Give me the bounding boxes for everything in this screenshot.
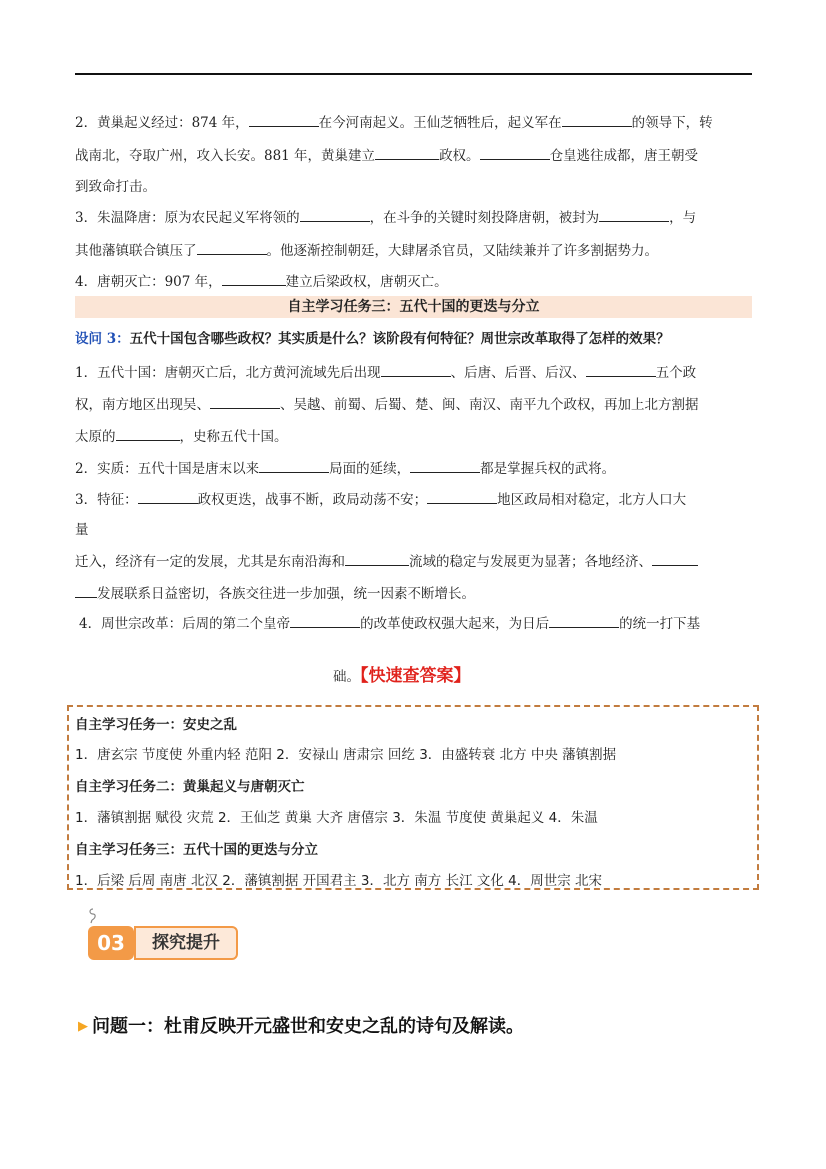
fill-blank[interactable] — [197, 240, 267, 255]
text-line — [75, 458, 755, 479]
text-line — [333, 666, 826, 687]
answer-row: 1．后梁 后周 南唐 北汉 2．藩镇割据 开国君主 3．北方 南方 长江 文化 4．周世宗 北宋 — [75, 873, 603, 889]
fill-blank[interactable] — [599, 207, 669, 222]
question-line — [75, 329, 755, 349]
text: 。他逐渐控制朝廷，大肆屠杀官员，又陆续兼并了许多割据势力。 — [266, 243, 658, 259]
fill-blank[interactable] — [427, 489, 497, 504]
question-text: 问题一：杜甫反映开元盛世和安史之乱的诗句及解读。 — [92, 1016, 524, 1037]
text: 、吴越、前蜀、后蜀、楚、闽、南汉、南平九个政权，再加上北方割据 — [280, 397, 699, 413]
text-line — [75, 520, 755, 540]
text-line — [75, 145, 755, 166]
text: 建立后梁政权，唐朝灭亡。 — [285, 274, 448, 290]
text: 迁入，经济有一定的发展，尤其是东南沿海和 — [75, 554, 345, 570]
fill-blank[interactable] — [75, 583, 97, 598]
fill-blank[interactable] — [116, 426, 180, 441]
answer-heading: 自主学习任务三：五代十国的更迭与分立 — [75, 842, 318, 858]
text: 太原的 — [75, 429, 116, 445]
text-line — [75, 240, 755, 261]
fill-blank[interactable] — [210, 394, 280, 409]
section-label: 探究提升 — [134, 926, 238, 960]
text: 、后唐、后晋、后汉、 — [450, 365, 586, 381]
pin-icon — [86, 908, 100, 924]
question-heading — [78, 1012, 524, 1038]
text-line — [79, 613, 759, 634]
text-line — [75, 112, 755, 133]
text: 局面的延续， — [329, 461, 411, 477]
text: 仓皇逃往成都，唐王朝受 — [549, 148, 699, 164]
text: 地区政局相对稳定，北方人口大 — [497, 492, 687, 508]
text: ，史称五代十国。 — [179, 429, 288, 445]
triangle-icon: ▶ — [78, 1019, 88, 1034]
text: 3．朱温降唐：原为农民起义军将领的 — [75, 210, 300, 226]
text: 其他藩镇联合镇压了 — [75, 243, 197, 259]
text: 2．实质：五代十国是唐末以来 — [75, 461, 260, 477]
text: ，与 — [669, 210, 697, 226]
text: 五个政 — [655, 365, 697, 381]
text: 发展联系日益密切，各族交往进一步加强，统一因素不断增长。 — [97, 586, 475, 602]
text-line — [75, 271, 755, 292]
fill-blank[interactable] — [300, 207, 370, 222]
text: 4．周世宗改革：后周的第二个皇帝 — [79, 616, 291, 632]
text-line — [75, 394, 755, 415]
text: 政权更迭，战事不断，政局动荡不安； — [197, 492, 428, 508]
answer-heading: 自主学习任务一：安史之乱 — [75, 717, 237, 733]
text: ，在斗争的关键时刻投降唐朝，被封为 — [369, 210, 600, 226]
fill-blank[interactable] — [381, 362, 451, 377]
text-line — [75, 426, 755, 447]
ask-label: 设问 3： — [75, 331, 130, 347]
fill-blank[interactable] — [138, 489, 198, 504]
section-title-band: 自主学习任务三：五代十国的更迭与分立 — [75, 296, 752, 318]
answer-row: 1．藩镇割据 赋役 灾荒 2．王仙芝 黄巢 大齐 唐僖宗 3．朱温 节度使 黄巢起义 4．朱温 — [75, 810, 598, 826]
fill-blank[interactable] — [410, 458, 480, 473]
text: 3．特征： — [75, 492, 138, 508]
answer-heading: 自主学习任务二：黄巢起义与唐朝灭亡 — [75, 779, 305, 795]
text: 础。 — [333, 669, 360, 685]
fill-blank[interactable] — [652, 551, 698, 566]
fill-blank[interactable] — [586, 362, 656, 377]
text: 的统一打下基 — [619, 616, 701, 632]
text-line — [75, 207, 755, 228]
text-line — [75, 177, 755, 197]
fill-blank[interactable] — [480, 145, 550, 160]
text: 量 — [75, 522, 89, 538]
section-badge — [88, 922, 240, 964]
text: 的改革使政权强大起来，为日后 — [360, 616, 550, 632]
text: 1．五代十国：唐朝灭亡后，北方黄河流域先后出现 — [75, 365, 381, 381]
text-line — [75, 362, 755, 383]
quick-answer-link[interactable]: 【快速查答案】 — [360, 666, 471, 686]
fill-blank[interactable] — [249, 112, 319, 127]
text: 的领导下，转 — [631, 115, 713, 131]
text: 政权。 — [439, 148, 480, 164]
text: 在今河南起义。王仙芝牺牲后，起义军在 — [318, 115, 562, 131]
section-number: 03 — [88, 926, 134, 960]
header-rule — [75, 73, 752, 75]
text-line — [75, 551, 755, 572]
text: 流域的稳定与发展更为显著；各地经济、 — [409, 554, 652, 570]
fill-blank[interactable] — [375, 145, 439, 160]
fill-blank[interactable] — [222, 271, 286, 286]
answer-row: 1．唐玄宗 节度使 外重内轻 范阳 2．安禄山 唐肃宗 回纥 3．由盛转衰 北方 中央 藩镇割据 — [75, 747, 617, 763]
fill-blank[interactable] — [259, 458, 329, 473]
fill-blank[interactable] — [290, 613, 360, 628]
ask-text: 五代十国包含哪些政权？其实质是什么？该阶段有何特征？周世宗改革取得了怎样的效果？ — [129, 331, 670, 347]
text: 到致命打击。 — [75, 179, 156, 195]
fill-blank[interactable] — [549, 613, 619, 628]
text-line — [75, 489, 755, 510]
text: 战南北，夺取广州，攻入长安。881 年，黄巢建立 — [75, 148, 376, 164]
text: 2．黄巢起义经过：874 年， — [75, 115, 249, 131]
text: 都是掌握兵权的武将。 — [480, 461, 616, 477]
fill-blank[interactable] — [562, 112, 632, 127]
text-line — [75, 583, 755, 604]
text: 4．唐朝灭亡：907 年， — [75, 274, 222, 290]
fill-blank[interactable] — [345, 551, 409, 566]
text: 权，南方地区出现吴、 — [75, 397, 210, 413]
